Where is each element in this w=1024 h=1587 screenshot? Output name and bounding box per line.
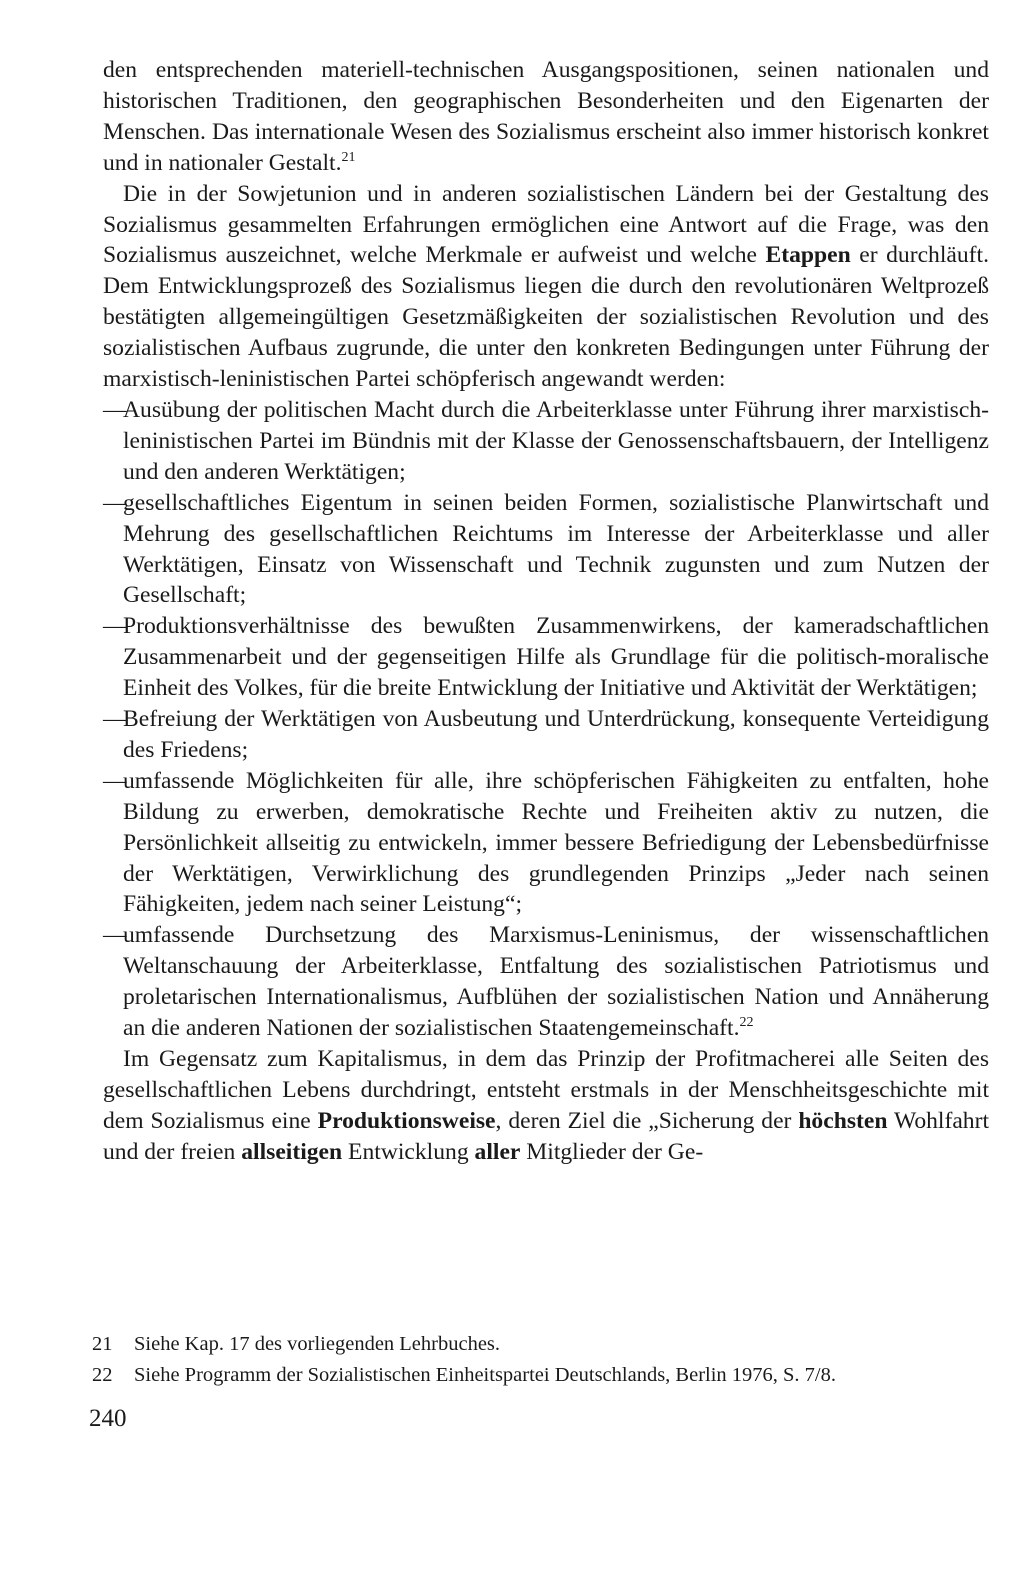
footnote-text: Siehe Programm der Sozialistischen Einheitspartei Deutschlands, Berlin 1976, S. 7/8. — [134, 1364, 837, 1386]
emphasis-etappen: Etappen — [765, 242, 851, 269]
footnotes — [92, 1329, 972, 1391]
footnote-22 — [92, 1360, 972, 1391]
feature-list — [103, 395, 989, 1044]
emphasis-produktionsweise: Produktionsweise — [317, 1107, 496, 1134]
footnote-ref-22: 22 — [739, 1015, 754, 1031]
page-body — [103, 55, 989, 1168]
dash-marker: — — [103, 706, 127, 733]
list-item: — umfassende Möglichkeiten für alle, ihre schöpferischen Fähigkeiten zu entfalten, hohe Bildung zu erwerben, demokratische Rechte und Freiheiten aktiv zu nutzen, die Persönlichkeit allseitig zu entwickeln, immer bessere Befriedigung der Lebensbedürfnisse der Werktätigen, Verwirklichung des grundlegenden Prinzips „Jeder nach seinen Fähigkeiten, jedem nach seiner Leistung“; — [103, 767, 989, 918]
dash-marker: — — [103, 613, 127, 640]
list-item: — umfassende Durchsetzung des Marxismus-Leninismus, der wissenschaftlichen Weltanschauung der Arbeiterklasse, Entfaltung des sozialistischen Patriotismus und proletarischen Internationalismus, Aufblühen der sozialistischen Nation und Annäherung an die anderen Nationen der sozialistischen Staatengemeinschaft.$^{22}$ — [103, 922, 989, 1042]
paragraph-1: den entsprechenden materiell-technischen Ausgangspositionen, seinen nationalen und historischen Traditionen, den geographischen Besonderheiten und den Eigenarten der Menschen. Das internationale Wesen des Sozialismus erscheint also immer historisch konkret und in nationaler Gestalt.$^{21}$ — [103, 57, 989, 176]
body-text — [103, 55, 989, 1168]
list-item: — Ausübung der politischen Macht durch die Arbeiterklasse unter Führung ihrer marxistisch-leninistischen Partei im Bündnis mit der Klasse der Genossenschaftsbauern, der Intelligenz und den anderen Werktätigen; — [103, 396, 989, 485]
dash-marker: — — [103, 489, 127, 516]
footnote-number: 21 — [92, 1333, 113, 1355]
footnote-ref-21: 21 — [341, 149, 356, 165]
footnote-number: 22 — [92, 1364, 113, 1386]
list-item: — Befreiung der Werktätigen von Ausbeutung und Unterdrückung, konsequente Verteidigung des Friedens; — [103, 706, 989, 763]
list-item: — Produktionsverhältnisse des bewußten Zusammenwirkens, der kameradschaftlichen Zusammenarbeit und der gegenseitigen Hilfe als Grundlage für die politisch-moralische Einheit des Volkes, für die breite Entwicklung der Initiative und Aktivität der Werktätigen; — [103, 613, 989, 702]
footnote-21 — [92, 1329, 972, 1360]
dash-marker: — — [103, 396, 127, 423]
footnote-text: Siehe Kap. 17 des vorliegenden Lehrbuches. — [134, 1333, 501, 1355]
dash-marker: — — [103, 922, 127, 949]
emphasis-hoechsten: höchsten — [798, 1107, 888, 1134]
emphasis-aller: aller — [474, 1138, 521, 1165]
paragraph-3: Im Gegensatz zum Kapitalismus, in dem das Prinzip der Profitmacherei alle Seiten des gesellschaftlichen Lebens durchdringt, entsteht erstmals in der Menschheitsgeschichte mit dem Sozialismus eine Produktionsweise, deren Ziel die „Sicherung der höchsten Wohlfahrt und der freien allseitigen Entwicklung aller Mitglieder der Ge- — [103, 1046, 990, 1165]
emphasis-allseitigen: allseitigen — [241, 1138, 343, 1165]
list-item: — gesellschaftliches Eigentum in seinen beiden Formen, sozialistische Planwirtschaft und Mehrung des gesellschaftlichen Reichtums im Interesse der Arbeiterklasse und aller Werktätigen, Einsatz von Wissenschaft und Technik zugunsten und zum Nutzen der Gesellschaft; — [103, 489, 989, 609]
page-number: 240 — [89, 1405, 127, 1432]
dash-marker: — — [103, 767, 127, 794]
paragraph-2: Die in der Sowjetunion und in anderen sozialistischen Ländern bei der Gestaltung des Sozialismus gesammelten Erfahrungen ermöglichen eine Antwort auf die Frage, was den Sozialismus auszeichnet, welche Merkmale er aufweist und welche Etappen er durchläuft. Dem Entwicklungsprozeß des Sozialismus liegen die durch den revolutionären Weltprozeß bestätigten allgemeingültigen Gesetzmäßigkeiten der sozialistischen Revolution und des sozialistischen Aufbaus zugrunde, die unter den konkreten Bedingungen unter Führung der marxistisch-leninistischen Partei schöpferisch angewandt werden: — [103, 180, 989, 393]
